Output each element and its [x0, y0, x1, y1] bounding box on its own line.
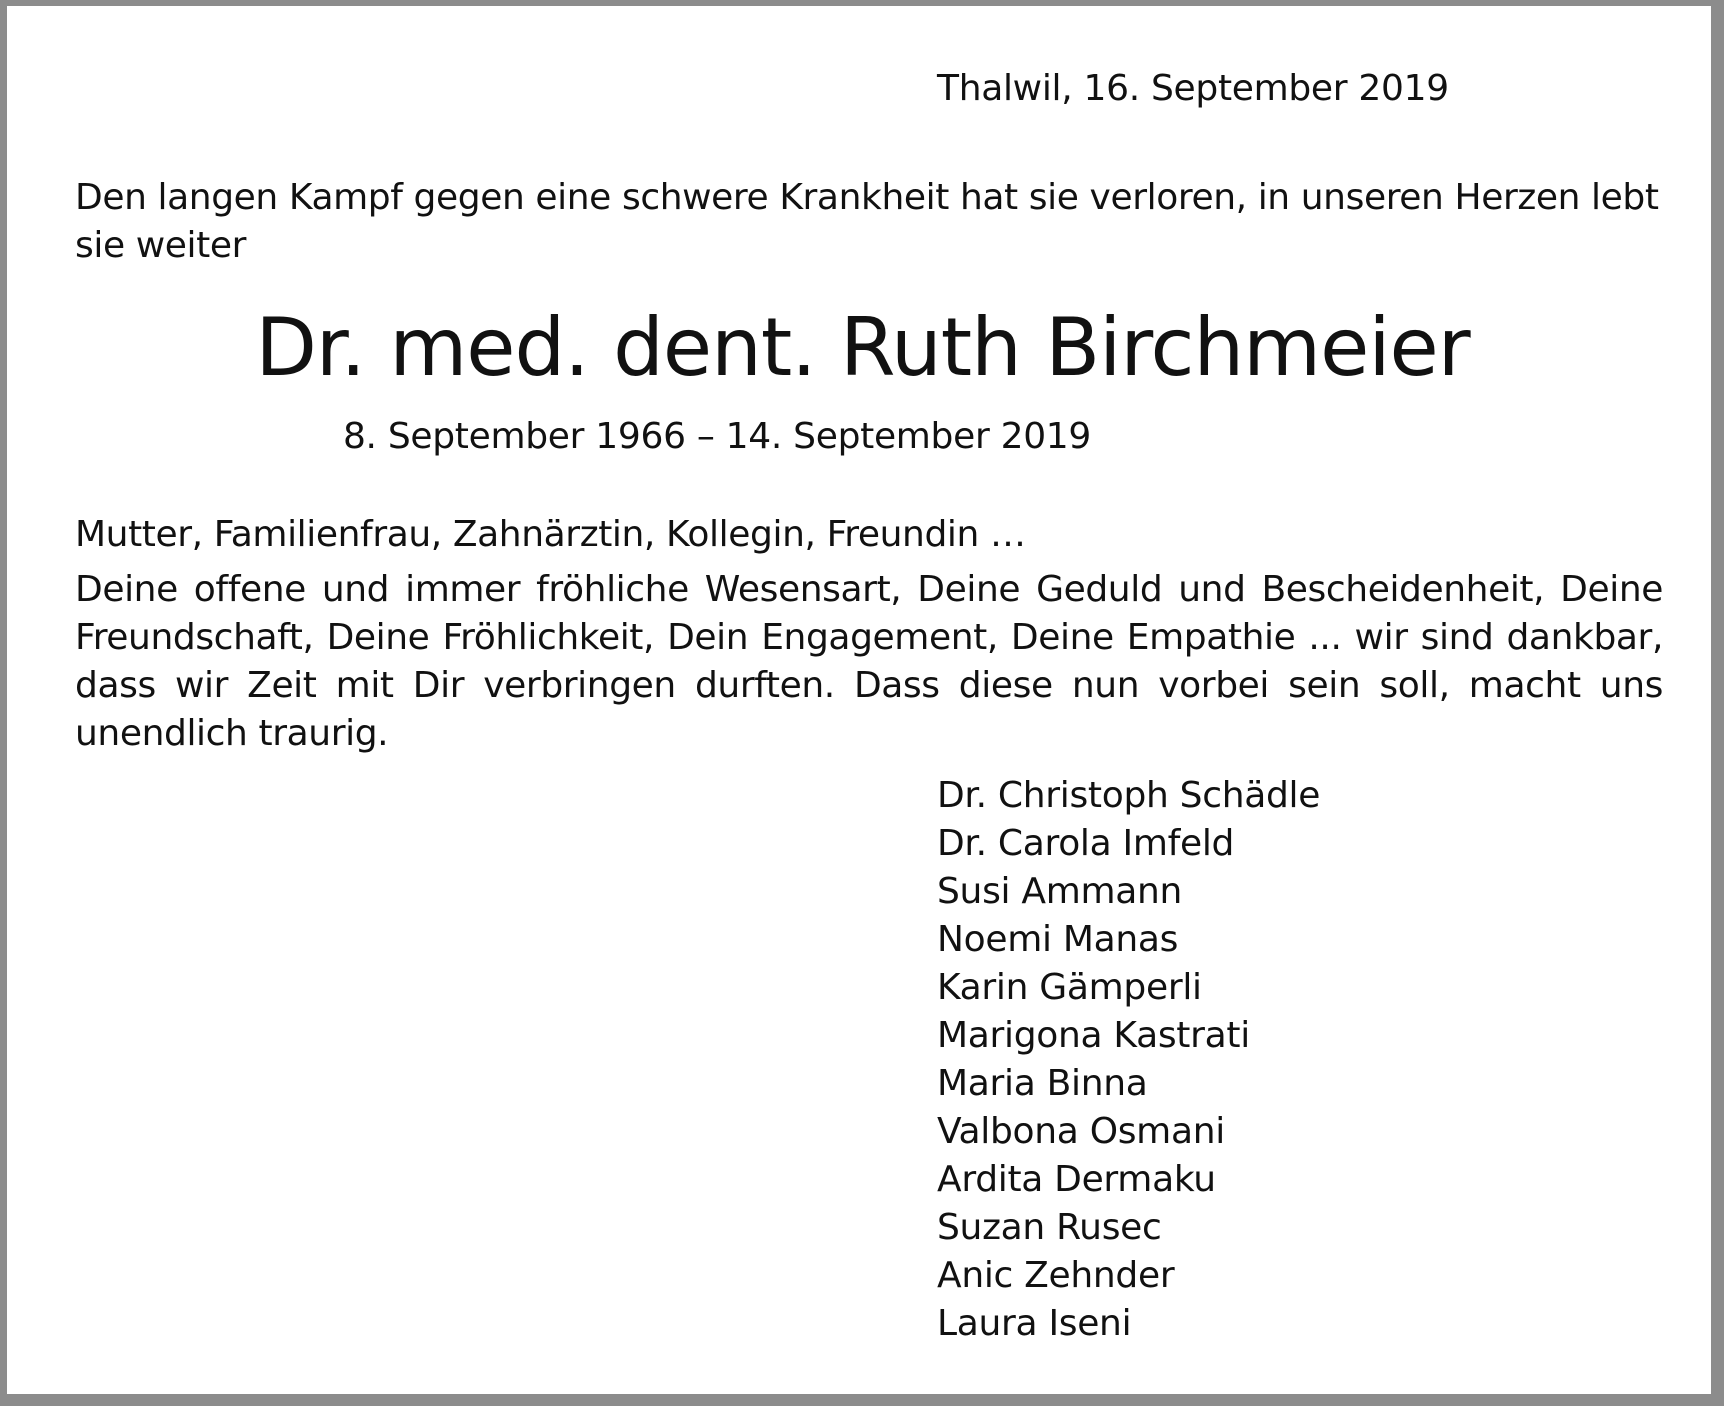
- signer-name: Dr. Carola Imfeld: [937, 823, 1235, 864]
- signer-name: Noemi Manas: [937, 919, 1179, 960]
- place-date: Thalwil, 16. September 2019: [937, 68, 1449, 109]
- tribute-text: Deine offene und immer fröhliche Wesensart, Deine Geduld und Bescheidenheit, Deine Freundschaft, Deine Fröhlichkeit, Dein Engagement, Deine Empathie ... wir sind dankbar, dass wir Zeit mit Dir verbringen durften. Dass diese nun vorbei sein soll, macht uns unendlich traurig.: [75, 569, 1663, 754]
- signer-name: Susi Ammann: [937, 871, 1183, 912]
- signer-name: Laura Iseni: [937, 1303, 1132, 1344]
- life-dates: 8. September 1966 – 14. September 2019: [342, 416, 1092, 457]
- intro-text: Den langen Kampf gegen eine schwere Krankheit hat sie verloren, in unseren Herzen lebt sie weiter: [75, 177, 1659, 266]
- signer-name: Suzan Rusec: [937, 1207, 1162, 1248]
- roles-text: Mutter, Familienfrau, Zahnärztin, Kollegin, Freundin …: [75, 514, 1026, 555]
- deceased-name: Dr. med. dent. Ruth Birchmeier: [255, 301, 1470, 394]
- signer-name: Maria Binna: [937, 1063, 1148, 1104]
- signer-name: Ardita Dermaku: [937, 1159, 1216, 1200]
- signer-name: Dr. Christoph Schädle: [937, 775, 1321, 816]
- signer-name: Valbona Osmani: [937, 1111, 1225, 1152]
- signers-list: [937, 772, 1320, 1348]
- signer-name: Anic Zehnder: [937, 1255, 1175, 1296]
- signer-name: Karin Gämperli: [937, 967, 1202, 1008]
- signer-name: Marigona Kastrati: [937, 1015, 1250, 1056]
